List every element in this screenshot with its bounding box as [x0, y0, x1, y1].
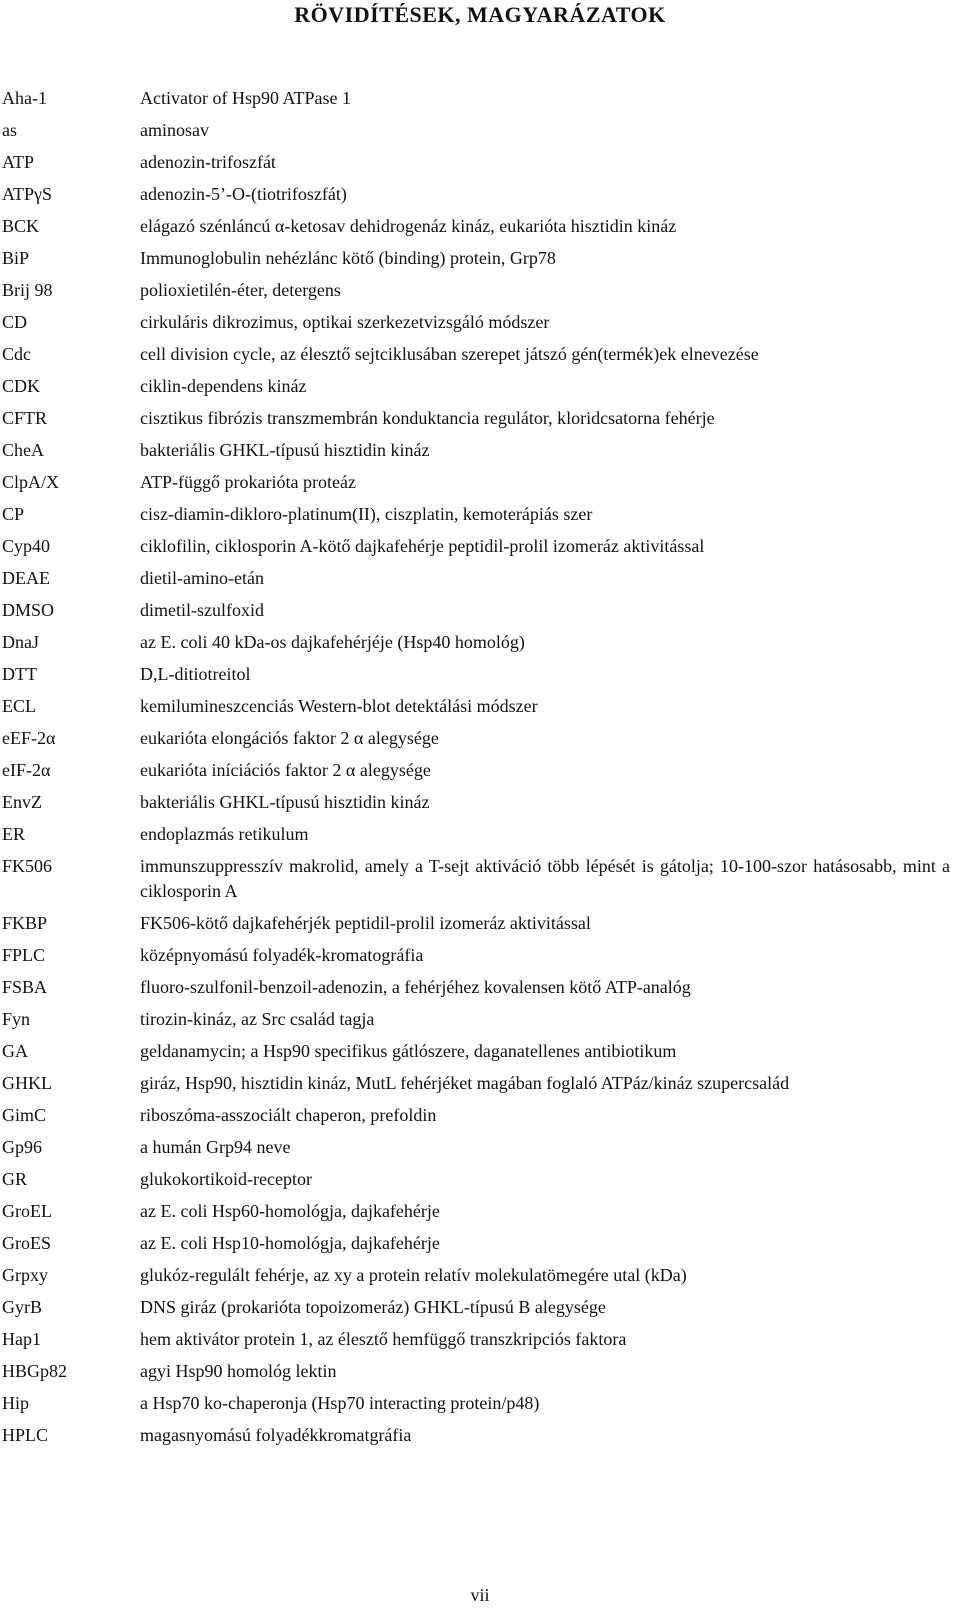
- abbreviation-term: CDK: [2, 376, 41, 396]
- abbreviation-entry: [2, 150, 958, 175]
- abbreviation-entry: [2, 502, 958, 527]
- abbreviation-definition: az E. coli Hsp60-homológja, dajkafehérje: [140, 1201, 440, 1221]
- abbreviation-definition: DNS giráz (prokarióta topoizomeráz) GHKL-típusú B alegysége: [140, 1297, 606, 1317]
- abbreviation-term: FK506: [2, 856, 53, 876]
- abbreviation-term: Cdc: [2, 344, 31, 364]
- abbreviation-entry: [2, 854, 958, 904]
- abbreviation-definition: Immunoglobulin nehézlánc kötő (binding) protein, Grp78: [140, 248, 556, 268]
- abbreviation-entry: [2, 911, 958, 936]
- abbreviation-entry: [2, 790, 958, 815]
- abbreviation-definition: a humán Grp94 neve: [140, 1137, 291, 1157]
- abbreviation-definition: tirozin-kináz, az Src család tagja: [140, 1009, 375, 1029]
- abbreviation-entry: [2, 438, 958, 463]
- abbreviation-entry: [2, 726, 958, 751]
- abbreviation-term: DTT: [2, 664, 37, 684]
- abbreviation-entry: [2, 534, 958, 559]
- abbreviation-term: CP: [2, 504, 25, 524]
- abbreviation-term: ER: [2, 824, 26, 844]
- abbreviation-entry: [2, 1359, 958, 1384]
- abbreviation-definition: fluoro-szulfonil-benzoil-adenozin, a fehérjéhez kovalensen kötő ATP-analóg: [140, 977, 691, 997]
- abbreviation-entry: [2, 630, 958, 655]
- abbreviation-entry: [2, 1167, 958, 1192]
- abbreviation-entry: [2, 406, 958, 431]
- abbreviation-definition: cisz-diamin-dikloro-platinum(II), ciszplatin, kemoterápiás szer: [140, 504, 593, 524]
- abbreviation-entry: [2, 118, 958, 143]
- abbreviation-entry: [2, 214, 958, 239]
- abbreviation-entry: [2, 1295, 958, 1320]
- abbreviation-term: GroES: [2, 1233, 51, 1253]
- abbreviation-entry: [2, 182, 958, 207]
- abbreviation-term: DnaJ: [2, 632, 39, 652]
- abbreviation-term: GA: [2, 1041, 28, 1061]
- abbreviation-entry: [2, 1263, 958, 1288]
- abbreviation-entry: [2, 1135, 958, 1160]
- abbreviation-term: Fyn: [2, 1009, 31, 1029]
- abbreviation-definition: cirkuláris dikrozimus, optikai szerkezetvizsgáló módszer: [140, 312, 550, 332]
- abbreviation-term: Grpxy: [2, 1265, 48, 1285]
- abbreviation-entry: [2, 662, 958, 687]
- abbreviation-term: eEF-2α: [2, 728, 56, 748]
- abbreviation-definition: ATP-függő prokarióta proteáz: [140, 472, 356, 492]
- abbreviation-term: ECL: [2, 696, 36, 716]
- abbreviation-definition: Activator of Hsp90 ATPase 1: [140, 88, 351, 108]
- abbreviation-entry: [2, 1039, 958, 1064]
- abbreviation-term: FKBP: [2, 913, 48, 933]
- abbreviation-term: GimC: [2, 1105, 47, 1125]
- abbreviation-entry: [2, 246, 958, 271]
- abbreviation-definition: kemilumineszcenciás Western-blot detektálási módszer: [140, 696, 538, 716]
- abbreviation-term: FSBA: [2, 977, 48, 997]
- abbreviation-entry: [2, 1231, 958, 1256]
- abbreviation-definition: aminosav: [140, 120, 209, 140]
- abbreviation-entry: [2, 374, 958, 399]
- abbreviation-entry: [2, 1391, 958, 1416]
- abbreviation-entry: [2, 598, 958, 623]
- abbreviation-term: Gp96: [2, 1137, 42, 1157]
- abbreviation-term: DEAE: [2, 568, 50, 588]
- abbreviation-term: GroEL: [2, 1201, 52, 1221]
- abbreviation-definition: középnyomású folyadék-kromatográfia: [140, 945, 424, 965]
- abbreviation-entry: [2, 310, 958, 335]
- abbreviation-definition: eukarióta iníciációs faktor 2 α alegysége: [140, 760, 431, 780]
- abbreviation-definition: hem aktivátor protein 1, az élesztő hemfüggő transzkripciós faktora: [140, 1329, 627, 1349]
- abbreviation-entry: [2, 1007, 958, 1032]
- abbreviation-term: BiP: [2, 248, 30, 268]
- abbreviation-term: EnvZ: [2, 792, 42, 812]
- abbreviation-term: GyrB: [2, 1297, 42, 1317]
- abbreviation-entry: [2, 1199, 958, 1224]
- abbreviation-term: CFTR: [2, 408, 48, 428]
- abbreviation-entry: [2, 1423, 958, 1448]
- abbreviation-term: Aha-1: [2, 88, 47, 108]
- abbreviation-definition: ciklofilin, ciklosporin A-kötő dajkafehérje peptidil-prolil izomeráz aktivitással: [140, 536, 705, 556]
- abbreviation-term: DMSO: [2, 600, 55, 620]
- abbreviation-entry: [2, 758, 958, 783]
- abbreviation-definition: FK506-kötő dajkafehérjék peptidil-prolil izomeráz aktivitással: [140, 913, 591, 933]
- abbreviation-definition: polioxietilén-éter, detergens: [140, 280, 341, 300]
- abbreviation-term: HBGp82: [2, 1361, 68, 1381]
- abbreviation-definition: az E. coli Hsp10-homológja, dajkafehérje: [140, 1233, 440, 1253]
- abbreviation-definition: immunszuppresszív makrolid, amely a T-sejt aktiváció több lépését is gátolja; 10-100-szor hatásosabb, mint a ciklosporin A: [140, 856, 950, 901]
- abbreviation-definition: eukarióta elongációs faktor 2 α alegysége: [140, 728, 439, 748]
- abbreviation-entry: [2, 1071, 958, 1096]
- abbreviation-entry: [2, 975, 958, 1000]
- abbreviation-term: ATP: [2, 152, 35, 172]
- abbreviation-term: CD: [2, 312, 28, 332]
- abbreviation-definition: a Hsp70 ko-chaperonja (Hsp70 interacting protein/p48): [140, 1393, 540, 1413]
- abbreviation-term: GR: [2, 1169, 28, 1189]
- page-title: RÖVIDÍTÉSEK, MAGYARÁZATOK: [294, 2, 666, 27]
- abbreviation-term: HPLC: [2, 1425, 49, 1445]
- abbreviation-term: eIF-2α: [2, 760, 51, 780]
- abbreviation-definition: dimetil-szulfoxid: [140, 600, 264, 620]
- abbreviation-definition: az E. coli 40 kDa-os dajkafehérjéje (Hsp40 homológ): [140, 632, 525, 652]
- abbreviation-term: as: [2, 120, 17, 140]
- abbreviation-definition: adenozin-5’-O-(tiotrifoszfát): [140, 184, 347, 204]
- abbreviation-definition: ciklin-dependens kináz: [140, 376, 307, 396]
- abbreviation-definition: magasnyomású folyadékkromatgráfia: [140, 1425, 412, 1445]
- abbreviation-definition: giráz, Hsp90, hisztidin kináz, MutL fehérjéket magában foglaló ATPáz/kináz szupercsalád: [140, 1073, 790, 1093]
- abbreviation-term: GHKL: [2, 1073, 52, 1093]
- abbreviation-entry: [2, 86, 958, 111]
- abbreviation-definition: cell division cycle, az élesztő sejtciklusában szerepet játszó gén(termék)ek elnevezése: [140, 344, 759, 364]
- abbreviation-entry: [2, 470, 958, 495]
- abbreviation-entry: [2, 1103, 958, 1128]
- abbreviation-entry: [2, 1327, 958, 1352]
- abbreviation-term: ATPγS: [2, 184, 52, 204]
- abbreviation-definition: elágazó szénláncú α-ketosav dehidrogenáz kináz, eukarióta hisztidin kináz: [140, 216, 677, 236]
- abbreviation-definition: D,L-ditiotreitol: [140, 664, 251, 684]
- abbreviation-term: Hap1: [2, 1329, 41, 1349]
- abbreviation-definition: glukokortikoid-receptor: [140, 1169, 312, 1189]
- abbreviation-entry: [2, 822, 958, 847]
- abbreviation-term: Brij 98: [2, 280, 53, 300]
- abbreviation-definition: dietil-amino-etán: [140, 568, 264, 588]
- abbreviation-list: [2, 86, 958, 1455]
- abbreviation-definition: bakteriális GHKL-típusú hisztidin kináz: [140, 440, 430, 460]
- abbreviation-term: FPLC: [2, 945, 46, 965]
- abbreviation-term: ClpA/X: [2, 472, 60, 492]
- abbreviation-definition: endoplazmás retikulum: [140, 824, 309, 844]
- abbreviation-definition: cisztikus fibrózis transzmembrán konduktancia regulátor, kloridcsatorna fehérje: [140, 408, 715, 428]
- abbreviation-definition: glukóz-regulált fehérje, az xy a protein relatív molekulatömegére utal (kDa): [140, 1265, 687, 1285]
- abbreviation-entry: [2, 342, 958, 367]
- abbreviation-entry: [2, 943, 958, 968]
- abbreviation-definition: geldanamycin; a Hsp90 specifikus gátlószere, daganatellenes antibiotikum: [140, 1041, 677, 1061]
- abbreviation-definition: adenozin-trifoszfát: [140, 152, 276, 172]
- page-number: vii: [470, 1585, 490, 1605]
- abbreviation-term: Hip: [2, 1393, 29, 1413]
- abbreviation-entry: [2, 566, 958, 591]
- abbreviation-entry: [2, 278, 958, 303]
- abbreviation-definition: agyi Hsp90 homológ lektin: [140, 1361, 337, 1381]
- abbreviation-entry: [2, 694, 958, 719]
- abbreviation-term: CheA: [2, 440, 44, 460]
- abbreviation-term: Cyp40: [2, 536, 51, 556]
- abbreviation-term: BCK: [2, 216, 40, 236]
- abbreviation-definition: bakteriális GHKL-típusú hisztidin kináz: [140, 792, 430, 812]
- abbreviation-definition: riboszóma-asszociált chaperon, prefoldin: [140, 1105, 437, 1125]
